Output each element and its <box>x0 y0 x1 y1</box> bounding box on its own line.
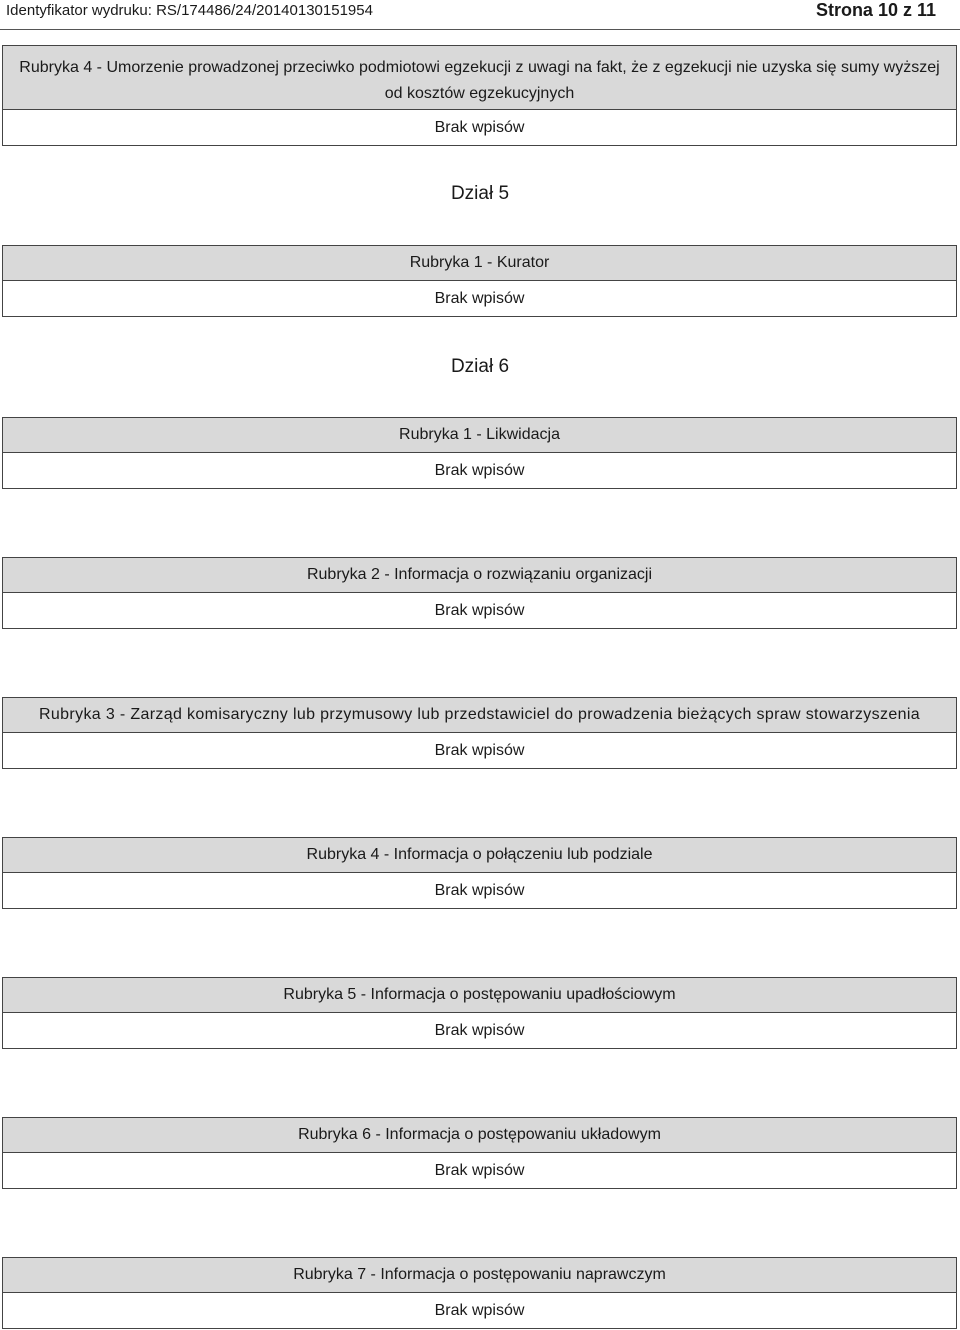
section-rubryka-1-kurator <box>2 245 957 317</box>
section-value <box>2 873 957 909</box>
section-heading <box>2 245 957 281</box>
section-heading-text: Rubryka 4 - Informacja o połączeniu lub podziale <box>306 846 653 863</box>
section-heading-text: Rubryka 6 - Informacja o postępowaniu układowym <box>298 1126 661 1143</box>
section-rubryka-3-zarzad <box>2 697 957 769</box>
section-heading <box>2 977 957 1013</box>
dzial-5-title: Dział 5 <box>450 183 510 204</box>
section-heading-text: Rubryka 1 - Kurator <box>409 254 550 271</box>
section-value-text: Brak wpisów <box>434 289 525 307</box>
section-value-text: Brak wpisów <box>434 118 525 136</box>
print-identifier: Identyfikator wydruku: RS/174486/24/20140130151954 <box>6 2 373 19</box>
section-value-text: Brak wpisów <box>434 741 525 759</box>
section-value <box>2 1153 957 1189</box>
section-heading-text: Rubryka 7 - Informacja o postępowaniu naprawczym <box>293 1266 666 1283</box>
section-rubryka-7-naprawcze <box>2 1257 957 1329</box>
section-value-text: Brak wpisów <box>434 1301 525 1319</box>
section-heading <box>2 1257 957 1293</box>
section-value <box>2 593 957 629</box>
section-value <box>2 733 957 769</box>
header-divider <box>0 29 960 30</box>
section-heading-text: Rubryka 5 - Informacja o postępowaniu upadłościowym <box>283 986 676 1003</box>
section-value <box>2 453 957 489</box>
section-value-text: Brak wpisów <box>434 1021 525 1039</box>
section-value <box>2 1013 957 1049</box>
section-heading <box>2 557 957 593</box>
section-heading-text: Rubryka 1 - Likwidacja <box>399 426 560 443</box>
section-value-text: Brak wpisów <box>434 461 525 479</box>
section-rubryka-4-umorzenie <box>2 45 957 146</box>
section-value-text: Brak wpisów <box>434 601 525 619</box>
section-heading-text: Rubryka 4 - Umorzenie prowadzonej przeciwko podmiotowi egzekucji z uwagi na fakt, że z egzekucji nie uzyska się sumy wyższej od kosztów egzekucyjnych <box>19 58 940 102</box>
section-rubryka-1-likwidacja <box>2 417 957 489</box>
section-heading <box>2 45 957 110</box>
section-heading-text: Rubryka 3 - Zarząd komisaryczny lub przymusowy lub przedstawiciel do prowadzenia bieżących spraw stowarzyszenia <box>39 706 920 723</box>
section-heading <box>2 417 957 453</box>
section-value <box>2 281 957 317</box>
section-value <box>2 110 957 146</box>
page-number: Strona 10 z 11 <box>815 0 936 20</box>
dzial-6-title: Dział 6 <box>450 356 510 377</box>
section-heading <box>2 697 957 733</box>
section-heading-text: Rubryka 2 - Informacja o rozwiązaniu organizacji <box>306 566 653 583</box>
section-rubryka-6-uklad <box>2 1117 957 1189</box>
section-rubryka-5-upadlosc <box>2 977 957 1049</box>
section-value <box>2 1293 957 1329</box>
section-value-text: Brak wpisów <box>434 1161 525 1179</box>
section-heading <box>2 837 957 873</box>
section-value-text: Brak wpisów <box>434 881 525 899</box>
section-heading <box>2 1117 957 1153</box>
section-rubryka-2-rozwiazanie <box>2 557 957 629</box>
section-rubryka-4-polaczenie <box>2 837 957 909</box>
